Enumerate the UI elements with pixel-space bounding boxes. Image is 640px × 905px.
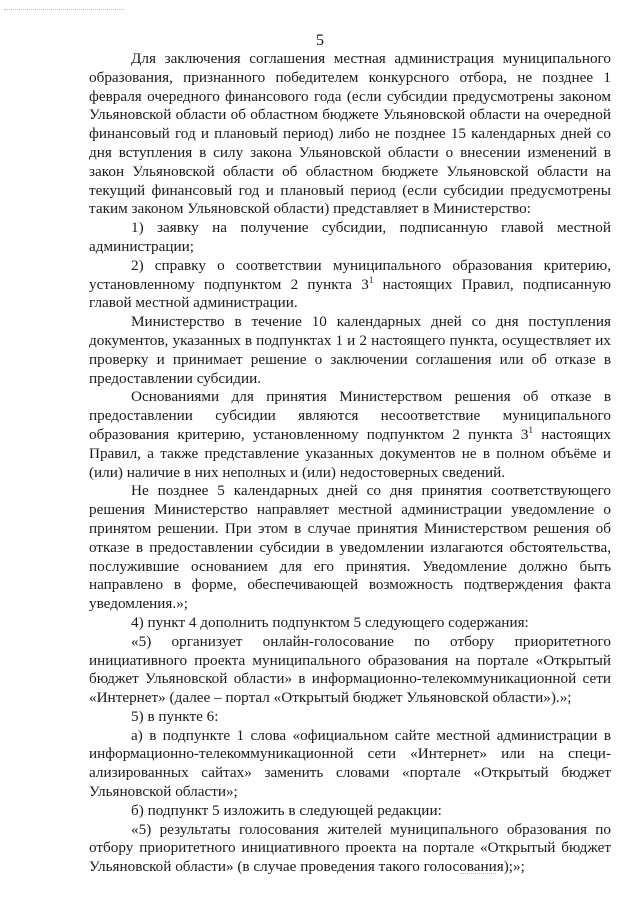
paragraph-subitem-a: а) в подпункте 1 слова «официальном сайте местной администрации в информационно-телекоммуникационной сети «Интернет» или на специализированных сайтах» заменить словами «портале «Открытый бюджет Ульяновской области»; <box>89 726 611 801</box>
page-number: 5 <box>316 32 324 49</box>
document-body <box>89 50 611 877</box>
scan-artifact <box>4 9 124 12</box>
paragraph-item-2-text-end: настоящих Правил, подписанную главой местной администрации. <box>89 275 612 312</box>
paragraph-agreement-conditions: Для заключения соглашения местная администрация муниципального образования, признанного победителем конкурсного отбора, не позднее 1 февраля очередного финансового года (если субсидии предусмотрены законом Ульяновской области об областном бюджете Ульяновской области на очередной финансовый год и плановый период) либо не позднее 15 календарных дней со дня вступления в силу закона Ульяновской области о внесении изменений в закон Ульяновской области об областном бюджете Ульяновской области на текущий финансовый год и плановый период (если субсидии предусмотрены таким законом Ульяновской области) представляет в Министерство: <box>89 50 611 218</box>
paragraph-refusal-grounds-text: Основаниями для принятия Министерством решения об отказе в предоставлении субсидии являются несоответствие муниципального образования критерию, установленному подпунктом 2 пункта 3 <box>89 388 611 443</box>
paragraph-amendment-5: 5) в пункте 6: <box>131 707 219 725</box>
paragraph-notification: Не позднее 5 календарных дней со дня принятия соответствующего решения Министерство направляет местной администрации уведомление о принятом решении. При этом в случае принятия Министерством решения об отказе в предоставлении субсидии в уведомлении излагаются обстоятельства, послужившие основанием для его принятия. Уведомление должно быть направлено в форме, обеспечивающей возможность подтверждения факта уведомления.»; <box>89 482 611 613</box>
paragraph-item-2 <box>89 257 611 313</box>
paragraph-voting-results: «5) результаты голосования жителей муниципального образования по отбору приоритетного инициативного проекта на портале «Открытый бюджет Ульяновской области» (в случае проведения такого голосования);»; <box>89 820 611 876</box>
paragraph-refusal-grounds-text-end: настоящих Правил, а также представление указанных документов не в полном объёме и (или) наличие в них неполных и (или) недостоверных сведений. <box>89 425 611 481</box>
superscript: 1 <box>528 424 534 435</box>
paragraph-online-voting: «5) организует онлайн-голосование по отбору приоритетного инициативного проекта муниципального образования на портале «Открытый бюджет Ульяновской области» в информационно-телекоммуникационной сети «Интернет» (далее – портал «Открытый бюджет Ульяновской области»).»; <box>89 632 611 707</box>
superscript: 1 <box>368 274 374 285</box>
paragraph-subitem-b: б) подпункт 5 изложить в следующей редакции: <box>131 801 442 819</box>
paragraph-ministry-review: Министерство в течение 10 календарных дней со дня поступления документов, указанных в подпунктах 1 и 2 настоящего пункта, осуществляет их проверку и принимает решение о заключении соглашения или об отказе в предоставлении субсидии. <box>89 313 611 387</box>
paragraph-item-1: 1) заявку на получение субсидии, подписанную главой местной администрации; <box>89 219 611 255</box>
paragraph-item-2-text: 2) справку о соответствии муниципального образования критерию, установленному подпунктом 2 пункта 3 <box>89 256 611 293</box>
scan-artifact <box>460 873 496 880</box>
paragraph-refusal-grounds <box>89 388 611 482</box>
paragraph-amendment-4: 4) пункт 4 дополнить подпунктом 5 следующего содержания: <box>131 613 529 631</box>
